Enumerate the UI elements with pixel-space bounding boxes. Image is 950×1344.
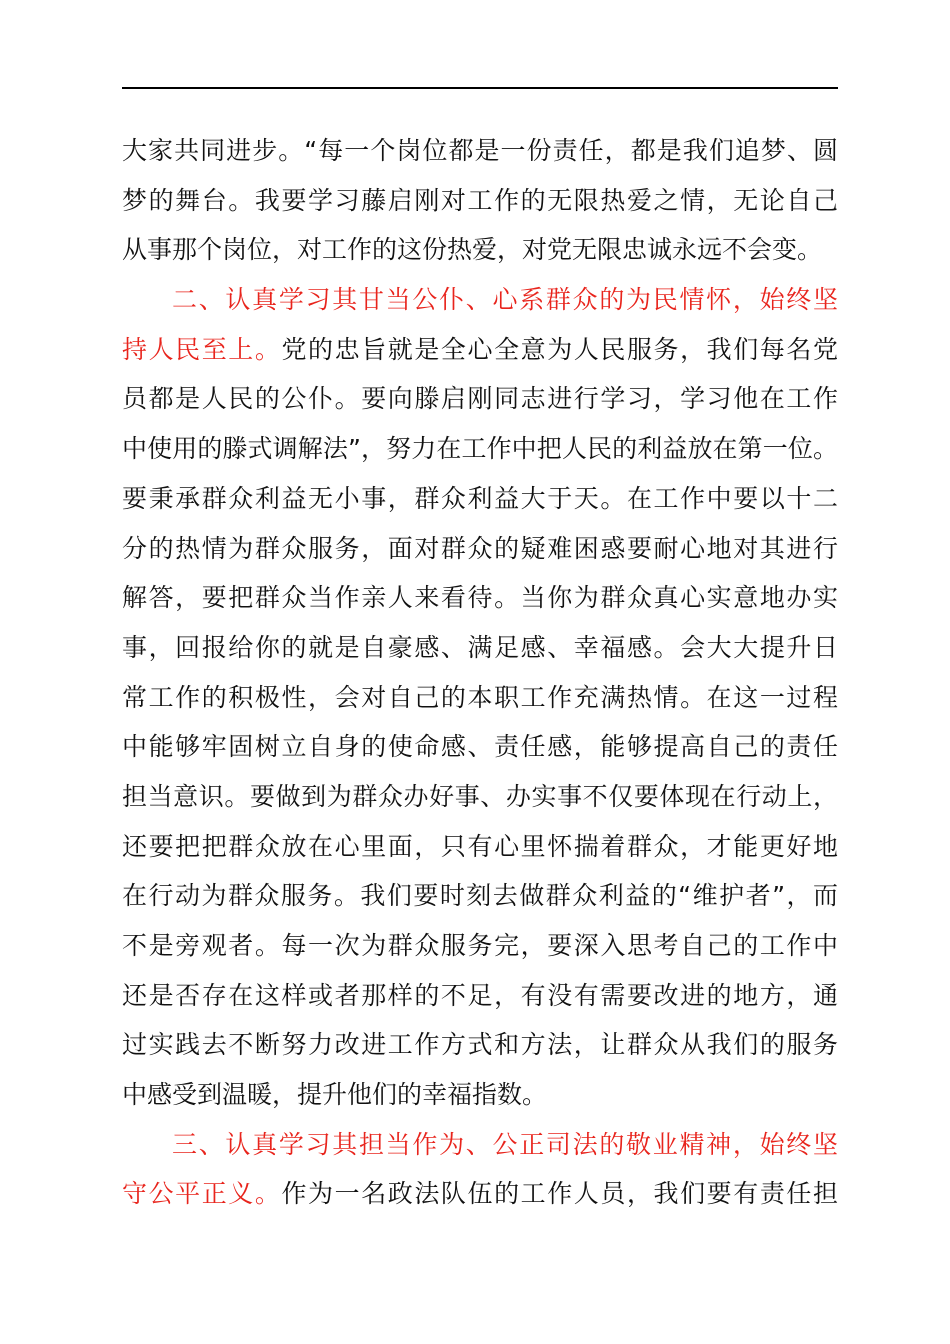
text-line: 守公平正义。作为一名政法队伍的工作人员，我们要有责任担	[122, 1179, 838, 1209]
heading-tail: 守公平正义。	[122, 1179, 282, 1209]
text-line: 常工作的积极性，会对自己的本职工作充满热情。在这一过程	[122, 682, 838, 712]
header-rule	[122, 87, 838, 89]
text-line: 中感受到温暖，提升他们的幸福指数。	[122, 1080, 548, 1110]
paragraph-2	[122, 275, 838, 1120]
heading-tail: 持人民至上。	[122, 334, 282, 364]
text-line: 还是否存在这样或者那样的不足，有没有需要改进的地方，通	[122, 980, 838, 1010]
text-line: 担当意识。要做到为群众办好事、办实事不仅要体现在行动上，	[122, 781, 838, 811]
paragraph-3	[122, 1120, 838, 1219]
text-line: 中使用的滕式调解法”，努力在工作中把人民的利益放在第一位。	[122, 434, 838, 464]
text-line: 从事那个岗位，对工作的这份热爱，对党无限忠诚永远不会变。	[122, 235, 823, 265]
text-line: 梦的舞台。我要学习藤启刚对工作的无限热爱之情，无论自己	[122, 185, 838, 215]
text-line: 要秉承群众利益无小事，群众利益大于天。在工作中要以十二	[122, 483, 838, 513]
text-line: 持人民至上。党的忠旨就是全心全意为人民服务，我们每名党	[122, 334, 838, 364]
text-line: 在行动为群众服务。我们要时刻去做群众利益的“维护者”，而	[122, 881, 838, 911]
section-heading-2: 二、认真学习其甘当公仆、心系群众的为民情怀，始终坚	[172, 285, 838, 315]
text-line: 中能够牢固树立自身的使命感、责任感，能够提高自己的责任	[122, 732, 838, 762]
paragraph-1	[122, 126, 838, 275]
text-line: 分的热情为群众服务，面对群众的疑难困惑要耐心地对其进行	[122, 533, 838, 563]
text-line: 还要把把群众放在心里面，只有心里怀揣着群众，才能更好地	[122, 831, 838, 861]
text-line: 员都是人民的公仆。要向滕启刚同志进行学习，学习他在工作	[122, 384, 838, 414]
text-line: 解答，要把群众当作亲人来看待。当你为群众真心实意地办实	[122, 583, 838, 613]
text-line: 大家共同进步。“每一个岗位都是一份责任，都是我们追梦、圆	[122, 136, 838, 165]
text-line: 不是旁观者。每一次为群众服务完，要深入思考自己的工作中	[122, 931, 838, 960]
text-line: 过实践去不断努力改进工作方式和方法，让群众从我们的服务	[122, 1030, 838, 1060]
text-line: 事，回报给你的就是自豪感、满足感、幸福感。会大大提升日	[122, 632, 838, 662]
section-heading-3: 三、认真学习其担当作为、公正司法的敬业精神，始终坚	[172, 1129, 838, 1159]
document-body	[122, 126, 838, 1219]
